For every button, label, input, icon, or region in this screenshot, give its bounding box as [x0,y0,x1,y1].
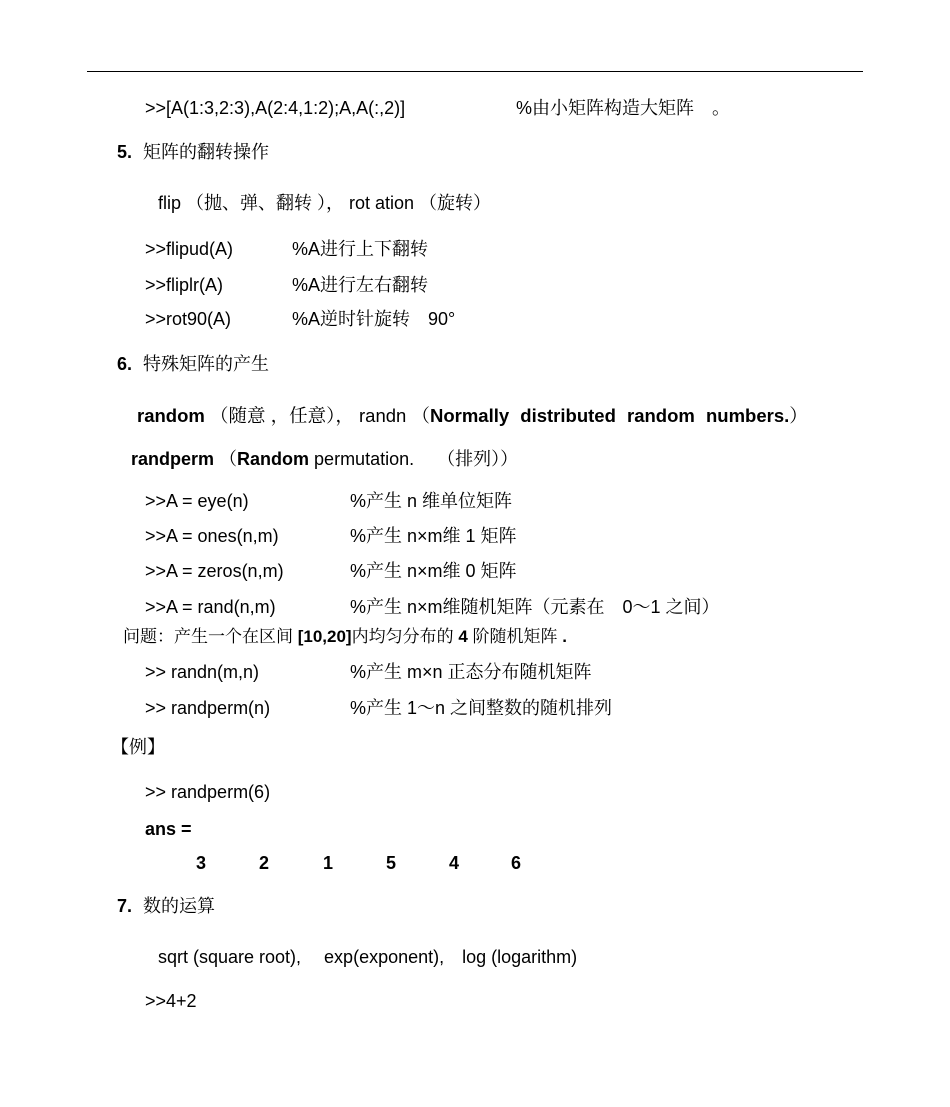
code-line: >> randn(m,n) [145,662,260,682]
code-line: >>[A(1:3,2:3),A(2:4,1:2);A,A(:,2)] [145,98,406,118]
question-text: 内均匀分布的 [351,627,459,646]
code-comment: %产生 1～n 之间整数的随机排列 [350,698,613,718]
code-comment: %A进行左右翻转 [292,275,429,295]
code-line: >> randperm(6) [145,782,271,802]
code-comment: %产生 n×m维 0 矩阵 [350,561,517,581]
math-functions-line: sqrt (square root), exp(exponent), log (logarithm) [158,947,578,967]
section-title: 矩阵的翻转操作 [143,142,270,162]
ans-value: 5 [386,853,397,873]
section-heading-6 [117,355,269,373]
code-comment: %产生 m×n 正态分布随机矩阵 [350,662,592,682]
term-random: random [137,405,205,426]
question-line [123,628,567,645]
example-label: 【例】 [111,737,165,757]
code-comment: %A逆时针旋转 90° [292,309,456,329]
ans-value: 6 [511,853,522,873]
section-number: 5. [117,142,133,162]
term-randperm: randperm [131,449,215,469]
term-random-word: Random [237,449,310,469]
question-order: 4 [458,627,468,646]
section-number: 7. [117,896,133,916]
ans-label: ans = [145,819,192,839]
code-line: >>fliplr(A) [145,275,224,295]
section-number: 6. [117,354,133,374]
ans-value: 1 [323,853,334,873]
section-heading-5 [117,143,269,161]
randperm-gloss: permutation. （排列）） [309,449,519,469]
random-gloss: （随意 ，任意）， randn （ [209,405,430,426]
code-comment: %产生 n×m维随机矩阵（元素在 0～1 之间） [350,597,720,617]
question-text: 问题：产生一个在区间 [123,627,298,646]
open-paren: （ [219,449,238,469]
code-line: >> randperm(n) [145,698,271,718]
ans-value: 4 [449,853,460,873]
randperm-line [131,450,518,468]
section-title: 数的运算 [143,896,216,916]
code-line: >>A = eye(n) [145,491,249,511]
header-rule [87,71,863,72]
code-comment: %由小矩阵构造大矩阵 。 [516,98,731,118]
code-line: >>A = ones(n,m) [145,526,279,546]
ans-values [0,853,950,875]
code-line: >>4+2 [145,991,197,1011]
code-comment: %A进行上下翻转 [292,239,429,259]
code-line: >>rot90(A) [145,309,232,329]
code-comment: %产生 n 维单位矩阵 [350,491,513,511]
flip-description: flip （抛、弹、翻转 ）， rot ation （旋转） [158,193,492,213]
code-line: >>A = rand(n,m) [145,597,276,617]
question-text: 阶随机矩阵 [467,627,563,646]
code-line: >>A = zeros(n,m) [145,561,284,581]
ans-value: 2 [259,853,270,873]
code-comment: %产生 n×m维 1 矩阵 [350,526,517,546]
code-line: >>flipud(A) [145,239,234,259]
question-period: . [562,627,567,646]
section-heading-7 [117,897,215,915]
closing-paren: ） [789,405,808,426]
section-title: 特殊矩阵的产生 [143,354,270,374]
term-randn-expansion: Normally distributed random numbers. [429,405,790,426]
ans-value: 3 [196,853,207,873]
random-line [137,407,808,426]
question-interval: [10,20] [297,627,352,646]
